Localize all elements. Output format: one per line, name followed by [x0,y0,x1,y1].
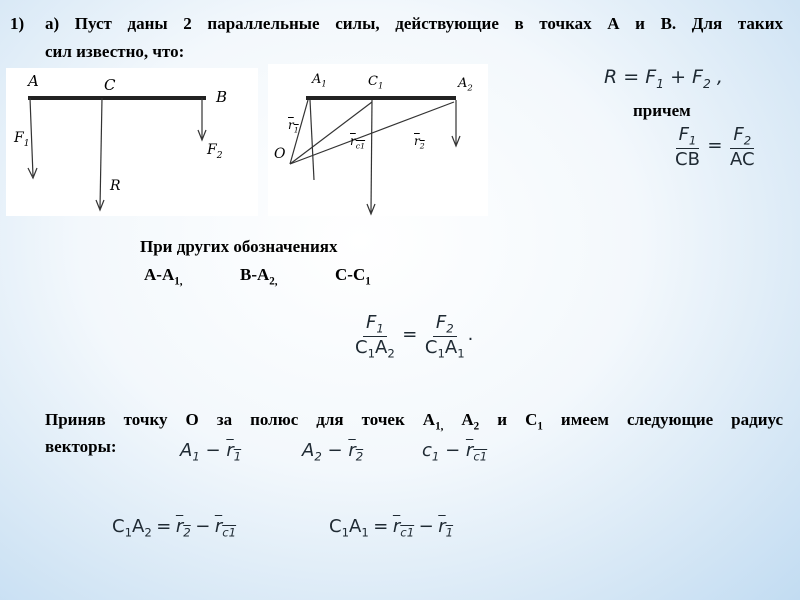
force-a1-line [310,100,314,180]
formula-resultant: $R = F_1 + F_2$ , [604,66,723,91]
label-b: B [216,88,228,106]
vector-rc1 [290,102,372,164]
vector-a1: $A_1 - r_1$ [180,440,242,464]
label-r: R [110,178,121,194]
notation-title: При других обозначениях [140,237,338,256]
notation-map-2: $В-А_{2,}$ [240,265,278,288]
figure-beam-forces [6,68,258,216]
label-o: O [274,146,286,162]
pole-line-1: Приняв точку О за полюс для точек $А_{1,}$ $А_2$ и $С_1$ имеем следующие радиус [45,410,784,433]
label-r2: $r_2$ [414,134,425,151]
equation-c1a1: $C_1A_1 = r_{c1} - r_1$ [329,516,454,540]
ratio1-den2: AC [730,148,755,170]
label-f2: $F_2$ [207,142,223,161]
pole-line-2: векторы: [45,437,117,456]
formula-ratio-1: $\frac{F_1}{CB}$ = $\frac{F_2}{AC}$ [672,124,758,170]
force-r-line [100,98,102,208]
problem-line-1: а) Пуст даны 2 параллельные силы, действующие в точках А и В. Для таких [45,14,783,33]
ratio2-num2: $F_2$ [433,312,457,337]
notation-map-3: $С-С_1$ [335,265,371,288]
figure-radius-vectors [268,64,488,216]
formula-ratio-2: $\frac{F_1}{C_1A_2}$ = $\frac{F_2}{C_1A_1}$ . [352,312,473,360]
label-c1: $C_1$ [368,74,384,91]
label-r1: $r_1$ [288,118,299,135]
label-c: C [104,76,116,94]
force-c1-line [371,100,372,212]
notation-map-1: $А-А_{1,}$ [144,265,183,288]
ratio2-den1: $C_1A_2$ [355,336,395,361]
text-pricem: причем [633,101,691,120]
ratio1-den1: CB [675,148,700,170]
label-a1: $A_1$ [312,72,327,89]
label-a: A [28,72,39,90]
problem-line-2: сил известно, что: [45,42,185,61]
label-f1: $F_1$ [14,130,30,149]
vector-c1: $c_1 - r_{c1}$ [422,440,488,464]
ratio2-num1: $F_1$ [363,312,387,337]
force-f1-line [30,98,33,176]
problem-number: 1) [10,14,25,33]
label-rc1: $r_{c1}$ [350,134,366,151]
vector-a2: $A_2 - r_2$ [302,440,364,464]
ratio2-den2: $C_1A_1$ [424,336,465,361]
ratio1-num1: $F_1$ [676,124,700,149]
equation-c1a2: $C_1A_2 = r_2 - r_{c1}$ [112,516,237,540]
label-a2: $A_2$ [458,76,473,93]
ratio1-num2: $F_2$ [730,124,754,149]
